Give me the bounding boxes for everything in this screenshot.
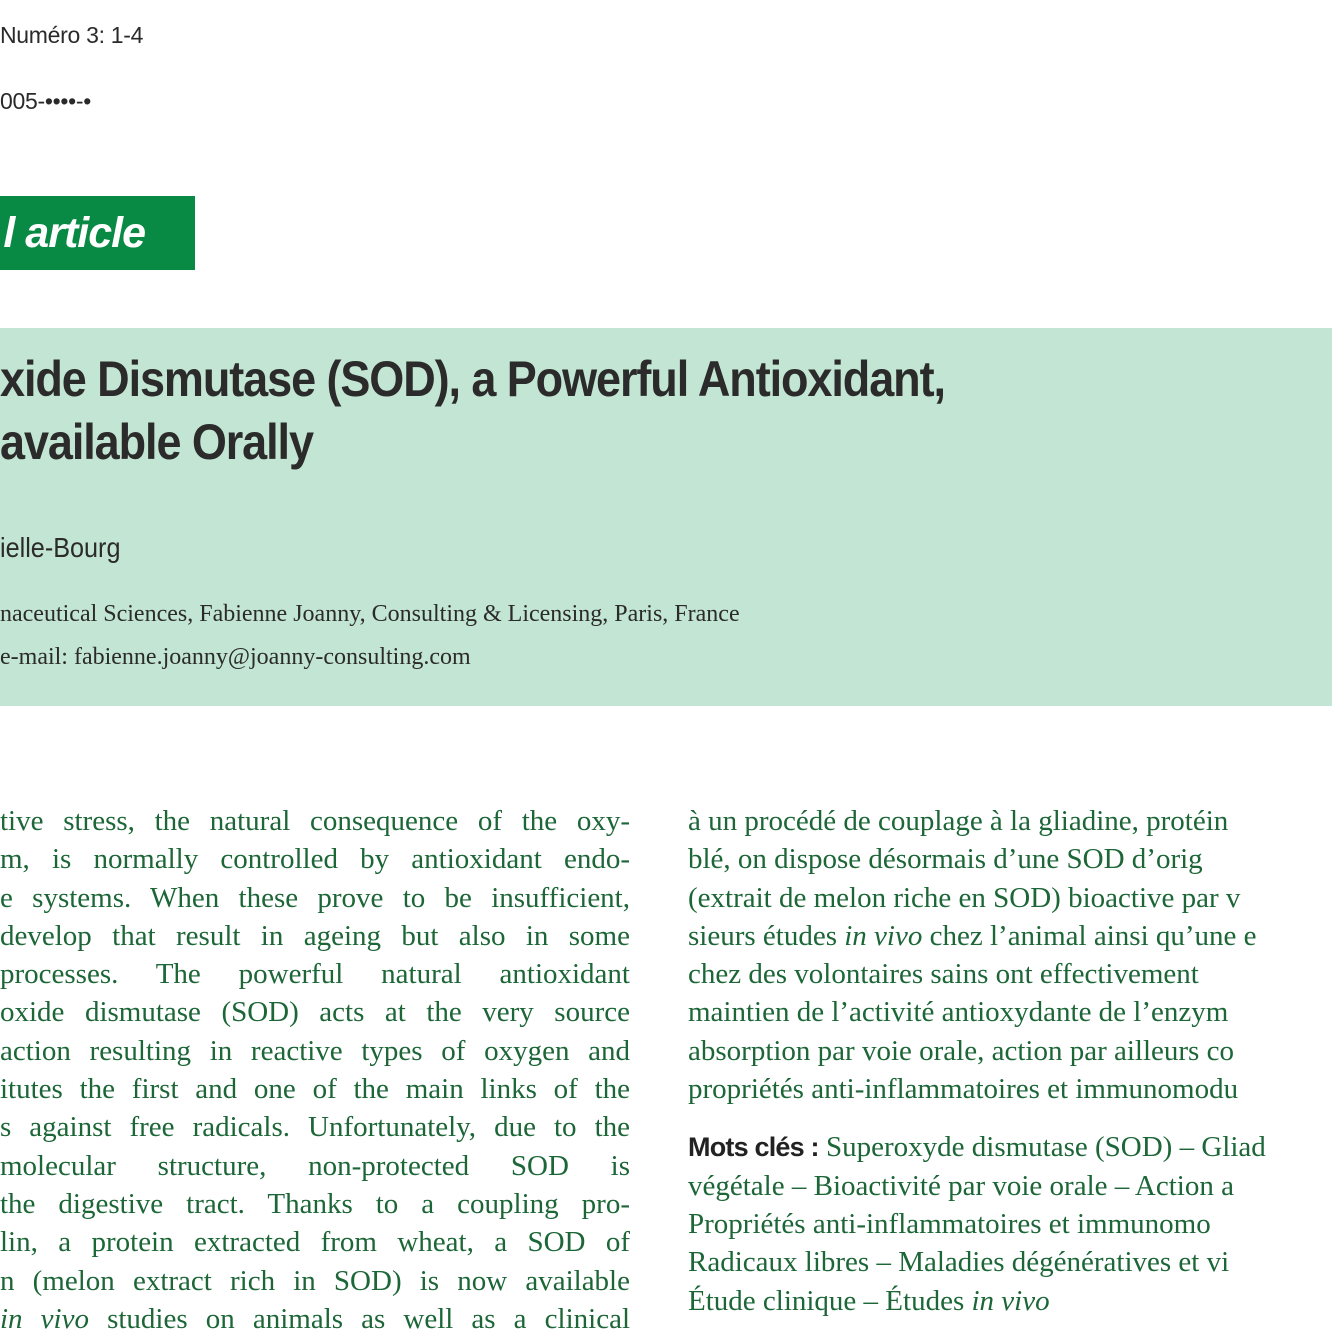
abstract-line: oxide dismutase (SOD) acts at the very source (0, 996, 630, 1029)
doi-info: 005-••••-• (0, 88, 91, 114)
abstract-line: develop that result in ageing but also in some (0, 919, 630, 952)
title-line-2: available Orally (0, 414, 313, 470)
keywords-line: Mots clés : Superoxyde dismutase (SOD) – Gliad (688, 1131, 1266, 1164)
abstract-line: processes. The powerful natural antioxidant (0, 958, 630, 991)
article-type-label: l article (3, 208, 145, 257)
resume-line: chez des volontaires sains ont effectivement (688, 958, 1199, 991)
abstract-line: m, is normally controlled by antioxidant endo- (0, 843, 630, 876)
authors: ielle-Bourg (0, 532, 121, 563)
article-title (0, 348, 945, 474)
resume-line: maintien de l’activité antioxydante de l’enzym (688, 996, 1229, 1029)
resume-line: blé, on dispose désormais d’une SOD d’orig (688, 843, 1203, 876)
resume-line: sieurs études in vivo chez l’animal ainsi qu’une e (688, 919, 1257, 952)
keywords-label: Mots clés : (688, 1132, 819, 1163)
journal-issue-info: Numéro 3: 1-4 (0, 22, 144, 48)
abstract-english (0, 802, 630, 1338)
abstract-line: itutes the first and one of the main links of the (0, 1073, 630, 1106)
title-line-1: xide Dismutase (SOD), a Powerful Antioxidant, (0, 351, 945, 407)
italic-term: in vivo (844, 919, 923, 952)
keywords-line: végétale – Bioactivité par voie orale – Action a (688, 1169, 1234, 1202)
correspondence-email: e-mail: fabienne.joanny@joanny-consulting.com (0, 644, 471, 670)
resume-line: propriétés anti-inflammatoires et immunomodu (688, 1073, 1239, 1106)
italic-term: in vivo (971, 1284, 1050, 1317)
abstract-line: in vivo studies on animals as well as a clinical (0, 1302, 630, 1335)
abstract-line: e systems. When these prove to be insufficient, (0, 881, 630, 914)
abstract-french (688, 802, 1332, 1320)
abstract-line: s against free radicals. Unfortunately, due to the (0, 1111, 630, 1144)
abstract-line: the digestive tract. Thanks to a coupling pro- (0, 1187, 630, 1220)
article-type-badge (0, 196, 195, 270)
abstract-line: lin, a protein extracted from wheat, a SOD of (0, 1226, 630, 1259)
resume-line: à un procédé de couplage à la gliadine, protéin (688, 805, 1229, 837)
abstract-line: n (melon extract rich in SOD) is now available (0, 1264, 630, 1297)
resume-line: (extrait de melon riche en SOD) bioactive par v (688, 881, 1241, 914)
abstract-line: action resulting in reactive types of oxygen and (0, 1034, 630, 1067)
keywords-line: Étude clinique – Études in vivo (688, 1284, 1050, 1317)
affiliation: naceutical Sciences, Fabienne Joanny, Consulting & Licensing, Paris, France (0, 601, 740, 627)
resume-line: absorption par voie orale, action par ailleurs co (688, 1034, 1234, 1067)
italic-term: in vivo (0, 1302, 89, 1335)
abstract-line: tive stress, the natural consequence of the oxy- (0, 805, 630, 837)
keywords-line: Radicaux libres – Maladies dégénératives et vi (688, 1246, 1230, 1279)
abstract-line: molecular structure, non-protected SOD is (0, 1149, 630, 1182)
keywords-line: Propriétés anti-inflammatoires et immunomo (688, 1207, 1211, 1240)
